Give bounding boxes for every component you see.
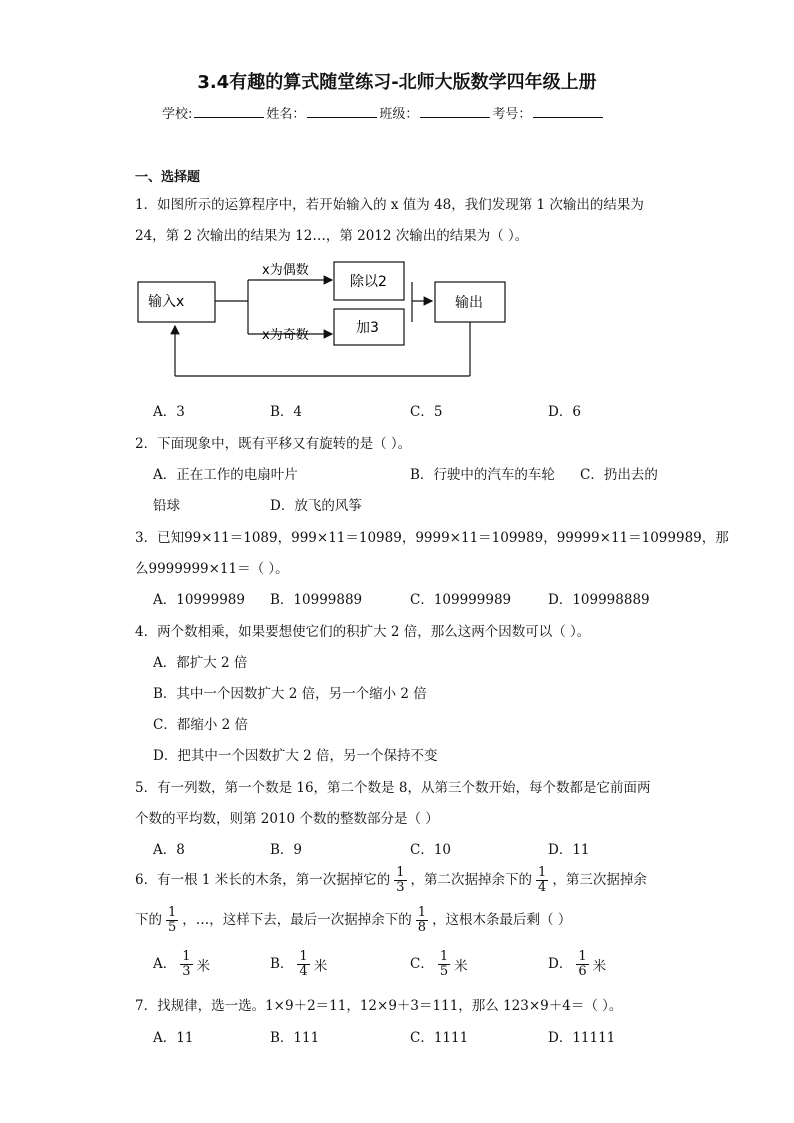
- q7-line1: 7．找规律，选一选。1×9＋2＝11，12×9＋3＝111，那么 123×9＋4＝（ ）。: [135, 998, 623, 1014]
- q4-line1: 4．两个数相乘，如果要想使它们的积扩大 2 倍，那么这两个因数可以（ ）。: [135, 624, 591, 640]
- name-blank: [307, 105, 377, 118]
- q7-option-a: A．11: [153, 1030, 194, 1046]
- school-label: 学校:: [162, 107, 193, 122]
- q1-line1: 1．如图所示的运算程序中，若开始输入的 x 值为 48，我们发现第 1 次输出的结果为: [135, 197, 644, 213]
- q2-line1: 2．下面现象中，既有平移又有旋转的是（ ）。: [135, 436, 412, 452]
- q1-flow-diagram: [130, 258, 520, 388]
- q6-line1: [135, 866, 647, 895]
- q6-text-1: 6．有一根 1 米长的木条，第一次据掉它的: [135, 872, 391, 888]
- q4-option-a: A．都扩大 2 倍: [153, 655, 248, 671]
- section-title: 一、选择题: [135, 170, 201, 185]
- q6-fraction-3: $\frac{1}{5}$: [168, 905, 177, 935]
- q2-option-c: C．扔出去的: [580, 467, 658, 483]
- q6-option-b: B． $\frac{1}{4}$ 米: [270, 949, 328, 979]
- q2-option-d: D．放飞的风筝: [270, 498, 362, 514]
- student-info-line: [162, 103, 605, 122]
- output-box-label: 输出: [455, 295, 483, 311]
- q6-text-2: ，第二次据掉余下的: [410, 872, 533, 888]
- q1-option-c: C．5: [410, 404, 443, 420]
- q6-fraction-1: $\frac{1}{3}$: [396, 865, 405, 895]
- q3-line2: 么9999999×11＝（ ）。: [135, 561, 289, 577]
- q2-option-a: A．正在工作的电扇叶片: [153, 467, 298, 483]
- page-title: 3.4有趣的算式随堂练习-北师大版数学四年级上册: [197, 72, 597, 93]
- q1-option-d: D．6: [548, 404, 581, 420]
- q5-line2: 个数的平均数，则第 2010 个数的整数部分是（ ）: [135, 811, 439, 827]
- q4-option-c: C．都缩小 2 倍: [153, 717, 249, 733]
- q6-text-5: ，…，这样下去，最后一次据掉余下的: [182, 912, 412, 928]
- q7-option-c: C．1111: [410, 1030, 469, 1046]
- q6-text-4: 下的: [135, 912, 162, 928]
- q6-option-c: C． $\frac{1}{5}$ 米: [410, 949, 468, 979]
- q6-option-b-fraction: $\frac{1}{4}$: [299, 949, 308, 979]
- q3-option-a: A．10999989: [153, 592, 245, 608]
- odd-label: x为奇数: [262, 328, 309, 343]
- q4-option-d: D．把其中一个因数扩大 2 倍，另一个保持不变: [153, 748, 438, 764]
- q6-option-a: A． $\frac{1}{3}$ 米: [153, 949, 211, 979]
- name-label: 姓名：: [266, 107, 306, 122]
- q1-option-b: B．4: [270, 404, 303, 420]
- divide-box-label: 除以2: [350, 274, 387, 290]
- q6-option-a-fraction: $\frac{1}{3}$: [182, 949, 191, 979]
- input-box-label: 输入x: [148, 294, 185, 310]
- number-label: 考号：: [492, 107, 532, 122]
- q1-option-a: A．3: [153, 404, 185, 420]
- q4-option-b: B．其中一个因数扩大 2 倍，另一个缩小 2 倍: [153, 686, 427, 702]
- q2-option-b: B．行驶中的汽车的车轮: [410, 467, 555, 483]
- class-label: 班级：: [379, 107, 419, 122]
- q5-option-d: D．11: [548, 842, 590, 858]
- q5-option-b: B．9: [270, 842, 303, 858]
- school-blank: [194, 105, 264, 118]
- q3-line1: 3．已知99×11＝1089，999×11＝10989，9999×11＝109989，99999×11＝1099989，那: [135, 530, 729, 546]
- even-label: x为偶数: [262, 263, 309, 278]
- q5-option-a: A．8: [153, 842, 185, 858]
- q6-option-c-fraction: $\frac{1}{5}$: [439, 949, 449, 979]
- class-blank: [420, 105, 490, 118]
- q7-option-b: B．111: [270, 1030, 320, 1046]
- add-box-label: 加3: [356, 320, 379, 336]
- q5-option-c: C．10: [410, 842, 452, 858]
- q1-line2: 24，第 2 次输出的结果为 12…，第 2012 次输出的结果为（ ）。: [135, 228, 529, 244]
- q6-option-d-fraction: $\frac{1}{6}$: [578, 949, 587, 979]
- q3-option-b: B．10999889: [270, 592, 363, 608]
- q3-option-c: C．109999989: [410, 592, 512, 608]
- q6-fraction-4: $\frac{1}{8}$: [417, 905, 427, 935]
- q2-option-c-cont: 铅球: [153, 498, 180, 514]
- q6-text-3: ，第三次据掉余: [552, 872, 647, 888]
- q3-option-d: D．109998889: [548, 592, 650, 608]
- q7-option-d: D．11111: [548, 1030, 616, 1046]
- q6-fraction-2: $\frac{1}{4}$: [538, 865, 547, 895]
- q6-text-6: ，这根木条最后剩（ ）: [432, 912, 572, 928]
- number-blank: [533, 105, 603, 118]
- q5-line1: 5．有一列数，第一个数是 16，第二个数是 8，从第三个数开始，每个数都是它前面两: [135, 780, 651, 796]
- q6-line2: [135, 906, 571, 935]
- q6-option-d: D． $\frac{1}{6}$ 米: [548, 949, 607, 979]
